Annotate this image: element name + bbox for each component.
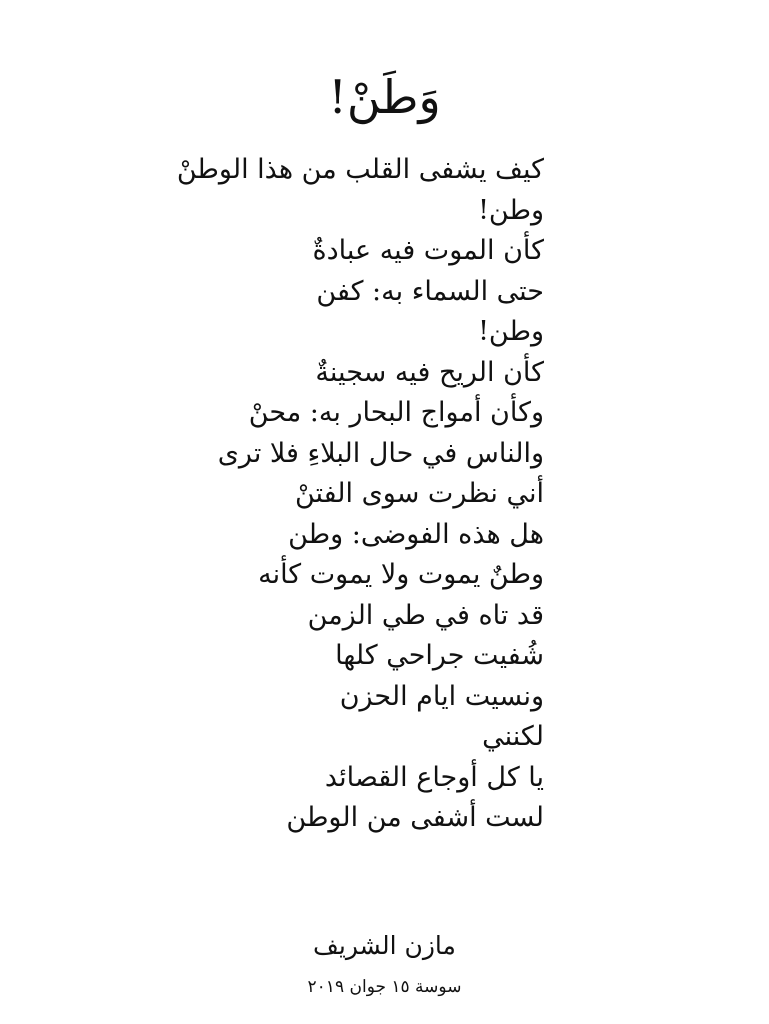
poem-line: أني نظرت سوى الفتنْ	[294, 478, 544, 509]
author-name: مازن الشريف	[313, 931, 456, 960]
poem-line: كأن الموت فيه عبادةٌ	[312, 235, 544, 266]
poem-line: كأن الريح فيه سجينةٌ	[315, 356, 544, 388]
place-date: سوسة ١٥ جوان ٢٠١٩	[307, 977, 462, 997]
poem-line: كيف يشفى القلب من هذا الوطنْ	[176, 154, 544, 185]
poem-body	[176, 150, 544, 839]
poem-line: قد تاه في طي الزمن	[307, 599, 544, 631]
poem-line: حتى السماء به: كفن	[316, 275, 544, 307]
poem-line: شُفيت جراحي كلها	[335, 640, 544, 671]
poem-line: يا كل أوجاع القصائد	[324, 761, 544, 793]
poem-title: وَطَنْ!	[328, 70, 441, 124]
poem-line: وطنٌ يموت ولا يموت كأنه	[258, 559, 544, 590]
poem-line: وطن!	[478, 194, 544, 226]
poem-line: ونسيت ايام الحزن	[339, 680, 544, 712]
poem-line: وكأن أمواج البحار به: محنْ	[248, 397, 544, 428]
poem-line: والناس في حال البلاءِ فلا ترى	[217, 437, 544, 469]
poem-line: هل هذه الفوضى: وطن	[288, 518, 544, 550]
poem-line: وطن!	[478, 316, 544, 347]
poem-line: لست أشفى من الوطن	[286, 802, 544, 833]
poem-line: لكنني	[482, 721, 544, 752]
